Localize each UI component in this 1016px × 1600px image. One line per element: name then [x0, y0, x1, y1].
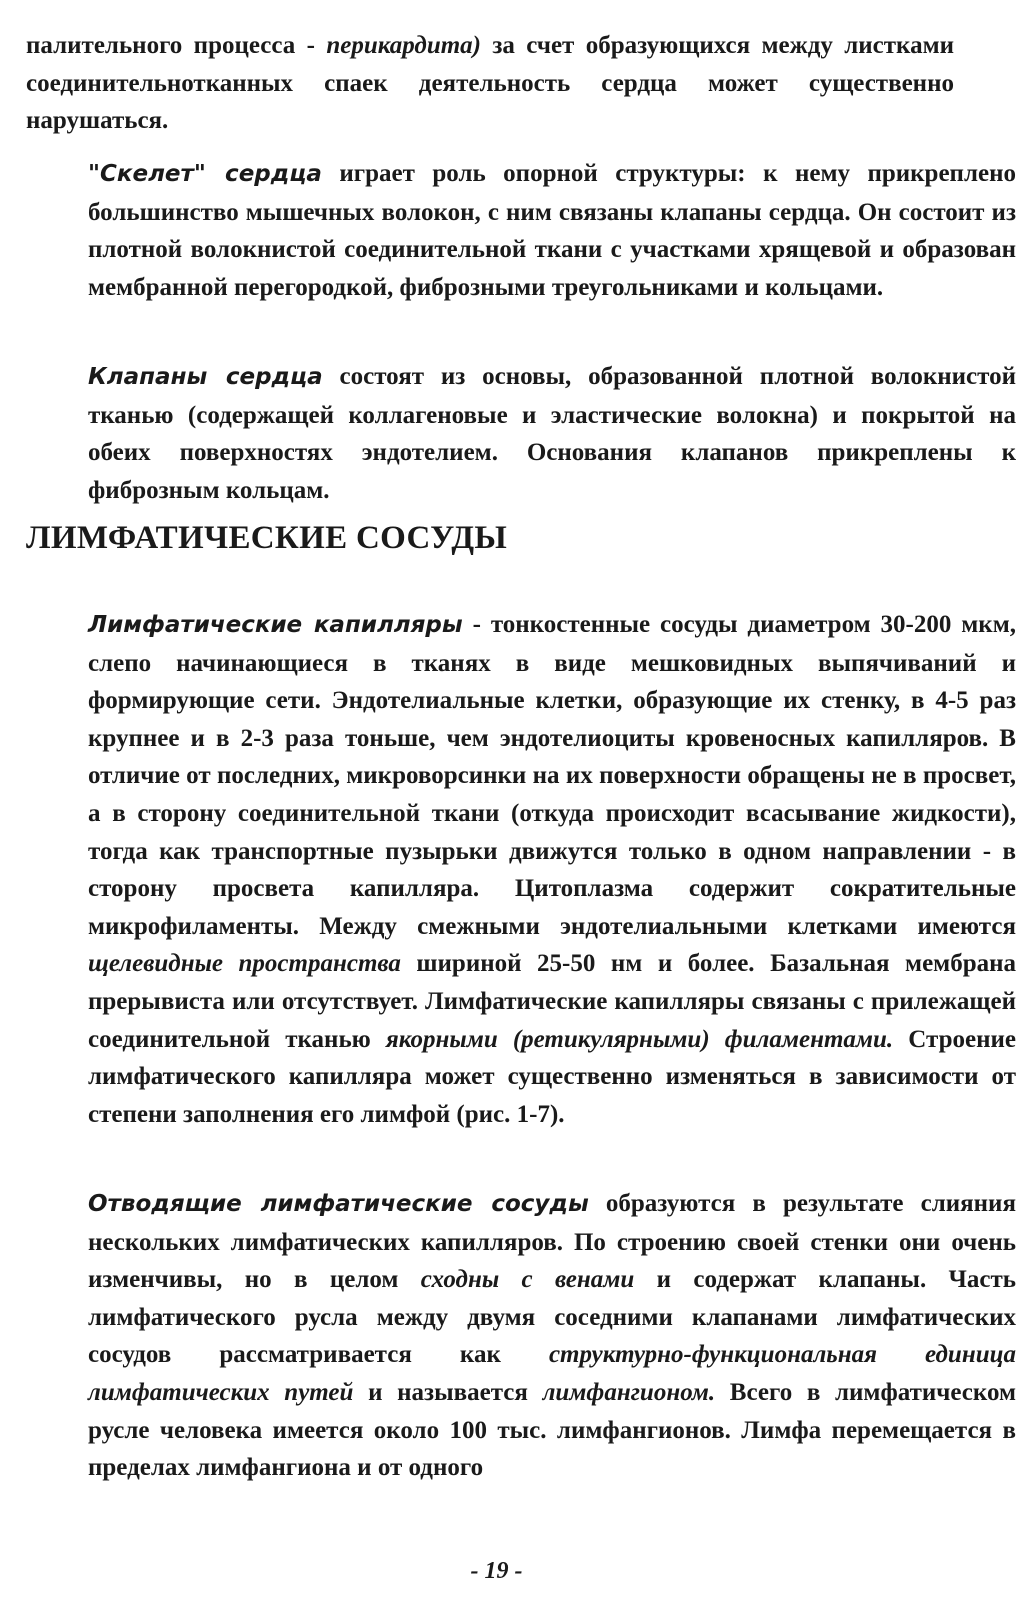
italic-term: щелевидные пространства: [88, 950, 401, 978]
section-heading: ЛИМФАТИЧЕСКИЕ СОСУДЫ: [26, 520, 508, 556]
paragraph-lymph-vessels: [26, 1185, 1016, 1487]
paragraph-text: и содержат клапаны. Часть лимфатического русла между двумя соседними клапанами лимфатических сосудов рассматривается как: [88, 1266, 1016, 1369]
paragraph-heart-skeleton: [26, 155, 1016, 306]
paragraph-text: Всего в лимфатическом русле человека имеется около 100 тыс. лимфангионов. Лимфа перемещается в пределах лимфангиона и от одного: [88, 1378, 1016, 1482]
italic-term: сходны с венами: [420, 1266, 635, 1294]
paragraph-text: - тонкостенные сосуды диаметром 30-200 мкм, слепо начинающиеся в тканях в виде мешковидных выпячиваний и формирующие сети. Эндотелиальные клетки, образующие их стенку, в 4-5 раз крупнее и в 2-3 раза тоньше, чем эндотелиоциты кровеносных капилляров. В отличие от последних, микроворсинки на их поверхности обращены не в просвет, а в сторону соединительной ткани (откуда происходит всасывание жидкости), тогда как транспортные пузырьки движутся только в одном направлении - в сторону просвета капилляра. Цитоплазма содержит сократительные микрофиламенты. Между смежными эндотелиальными клетками имеются: [88, 611, 1016, 940]
page-number: - 19 -: [470, 1558, 523, 1584]
bold-term: Лимфатические капилляры: [88, 612, 463, 638]
paragraph-text: за счет образующихся между листками соединительнотканных спаек деятельность сердца может существенно нарушаться.: [26, 32, 954, 135]
paragraph-text: играет роль опорной структуры: к нему прикреплено большинство мышечных волокон, с ним связаны клапаны сердца. Он состоит из плотной волокнистой соединительной ткани с участками хрящевой и образован мембранной перегородкой, фиброзными треугольниками и кольцами.: [88, 160, 1016, 301]
paragraph-pericarditis: [26, 27, 954, 140]
paragraph-text: состоят из основы, образованной плотной волокнистой тканью (содержащей коллагеновые и эластические волокна) и покрытой на обеих поверхностях эндотелием. Основания клапанов прикреплены к фиброзным кольцам.: [88, 363, 1016, 504]
bold-term: Отводящие лимфатические сосуды: [88, 1191, 589, 1217]
italic-term: якорными (ретикулярными) филаментами.: [385, 1025, 894, 1053]
italic-term: перикардита): [326, 32, 482, 59]
bold-term: "Скелет" сердца: [88, 161, 322, 187]
italic-term: лимфангионом.: [542, 1378, 716, 1406]
italic-term: структурно-функциональная единица лимфатических путей: [88, 1341, 1016, 1406]
paragraph-text: Строение лимфатического капилляра может существенно изменяться в зависимости от степени заполнения его лимфой (рис. 1-7).: [88, 1025, 1016, 1128]
paragraph-text: и называется: [353, 1378, 543, 1406]
paragraph-lymph-capillaries: [26, 606, 1016, 1133]
paragraph-heart-valves: [26, 358, 1016, 509]
paragraph-text: образуются в результате слияния нескольких лимфатических капилляров. По строению своей стенки они очень изменчивы, но в целом: [88, 1190, 1016, 1294]
paragraph-text: палительного процесса -: [26, 32, 327, 59]
bold-term: Клапаны сердца: [88, 364, 323, 390]
paragraph-text: шириной 25-50 нм и более. Базальная мембрана прерывиста или отсутствует. Лимфатические капилляры связаны с прилежащей соединительной тканью: [88, 950, 1016, 1053]
